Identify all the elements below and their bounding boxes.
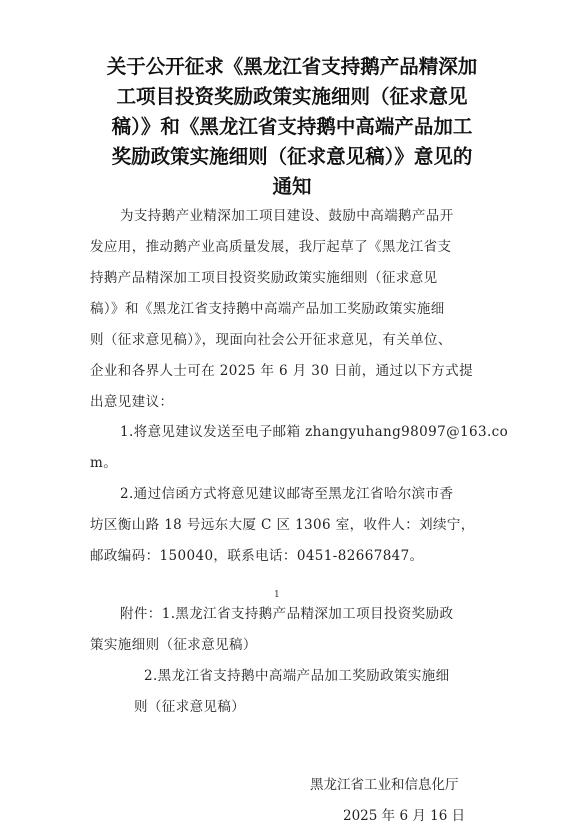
method-line: 1.将意见建议发送至电子邮箱 zhangyuhang98097@163.co	[120, 424, 509, 440]
method-line: 邮政编码：150040，联系电话：0451-82667847。	[90, 548, 424, 564]
title-line: 工项目投资奖励政策实施细则（征求意见	[116, 85, 468, 108]
attachment-line: 2.黑龙江省支持鹅中高端产品加工奖励政策实施细	[144, 668, 450, 684]
intro-line: 稿）》和《黑龙江省支持鹅中高端产品加工奖励政策实施细	[90, 301, 445, 317]
signature-date: 2025 年 6 月 16 日	[343, 808, 466, 824]
notice-title	[80, 52, 504, 202]
intro-line: 为支持鹅产业精深加工项目建设、鼓励中高端鹅产品开	[120, 208, 454, 224]
title-line: 稿）》和《黑龙江省支持鹅中高端产品加工	[111, 115, 473, 138]
intro-line: 企业和各界人士可在 2025 年 6 月 30 日前，通过以下方式提	[90, 363, 473, 379]
method-line: 2.通过信函方式将意见建议邮寄至黑龙江省哈尔滨市香	[120, 486, 454, 502]
method-line: m。	[90, 455, 118, 471]
signature-department: 黑龙江省工业和信息化厅	[310, 777, 459, 793]
intro-line: 持鹅产品精深加工项目投资奖励政策实施细则（征求意见	[90, 270, 438, 286]
page-number: 1	[274, 590, 280, 600]
intro-line: 出意见建议：	[90, 394, 174, 410]
attachment-line: 则（征求意见稿）	[134, 699, 246, 715]
attachment-line: 策实施细则（征求意见稿）	[90, 637, 257, 653]
intro-line: 发应用，推动鹅产业高质量发展，我厅起草了《黑龙江省支	[90, 239, 452, 255]
method-line: 坊区衡山路 18 号远东大厦 C 区 1306 室，收件人：刘续宁，	[90, 517, 475, 533]
title-line: 奖励政策实施细则（征求意见稿）》意见的	[111, 145, 473, 168]
attachment-line: 附件：1.黑龙江省支持鹅产品精深加工项目投资奖励政	[120, 606, 454, 622]
title-line: 通知	[272, 175, 312, 198]
intro-line: 则（征求意见稿）》，现面向社会公开征求意见，有关单位、	[90, 332, 452, 348]
title-line: 关于公开征求《黑龙江省支持鹅产品精深加	[106, 55, 478, 78]
